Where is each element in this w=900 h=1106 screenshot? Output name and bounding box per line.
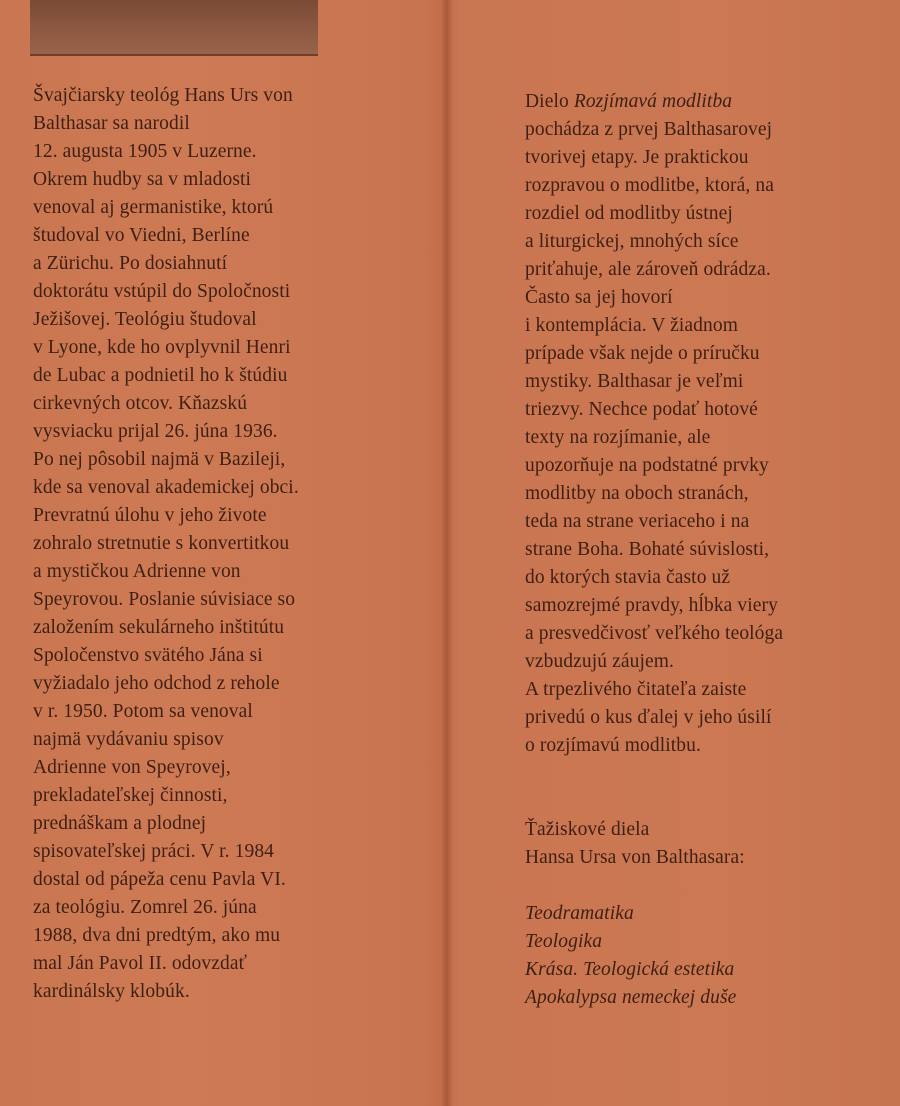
bio-line: Balthasar sa narodil [33,113,190,134]
bio-line: a mystičkou Adrienne von [33,561,241,582]
works-heading: Ťažiskové diela [525,819,650,840]
description-line: do ktorých stavia často už [525,567,731,588]
description-prefix: Dielo [525,91,574,112]
bio-line: spisovateľskej práci. V r. 1984 [33,841,275,862]
bio-line: kde sa venoval akademickej obci. [33,477,299,498]
description-line: a liturgickej, mnohých síce [525,231,739,252]
bio-line: Spoločenstvo svätého Jána si [33,645,263,666]
book-title: Rozjímavá modlitba [573,91,733,112]
description-line: vzbudzujú záujem. [525,651,674,672]
bio-line: a Zürichu. Po dosiahnutí [33,253,228,274]
bio-line: Okrem hudby sa v mladosti [33,169,252,190]
description-line: prípade však nejde o príručku [525,343,760,364]
bio-line: najmä vydávaniu spisov [33,729,224,750]
spacer [525,872,900,900]
description-line: tvorivej etapy. Je praktickou [525,147,749,168]
description-line: i kontemplácia. V žiadnom [525,315,738,336]
work-title: Teodramatika [525,903,634,924]
bio-line: 12. augusta 1905 v Luzerne. [33,141,257,162]
bio-line: Švajčiarsky teológ Hans Urs von [33,85,293,106]
bio-line: Speyrovou. Poslanie súvisiace so [33,589,296,610]
description-line: rozpravou o modlitbe, ktorá, na [525,175,774,196]
bio-line: prednáškam a plodnej [33,813,207,834]
description-line: strane Boha. Bohaté súvislosti, [525,539,770,560]
work-title: Teologika [525,931,603,952]
description-line: rozdiel od modlitby ústnej [525,203,733,224]
description-line: mystiky. Balthasar je veľmi [525,371,744,392]
work-title: Krása. Teologická estetika [525,959,735,980]
description-line: pochádza z prvej Balthasarovej [525,119,773,140]
bio-line: Adrienne von Speyrovej, [33,757,231,778]
bio-line: de Lubac a podnietil ho k štúdiu [33,365,288,386]
author-photo-crop [30,0,318,56]
bio-line: 1988, dva dni predtým, ako mu [33,925,281,946]
description-line: modlitby na oboch stranách, [525,483,749,504]
bio-line: dostal od pápeža cenu Pavla VI. [33,869,286,890]
bio-line: vysviacku prijal 26. júna 1936. [33,421,278,442]
bio-line: mal Ján Pavol II. odovzdať [33,953,248,974]
bio-line: založením sekulárneho inštitútu [33,617,285,638]
bio-line: v Lyone, kde ho ovplyvnil Henri [33,337,291,358]
description-line: privedú o kus ďalej v jeho úsilí [525,707,772,728]
description-line: triezvy. Nechce podať hotové [525,399,758,420]
description-line: o rozjímavú modlitbu. [525,735,701,756]
bio-line: vyžiadalo jeho odchod z rehole [33,673,280,694]
description-line: Často sa jej hovorí [525,287,673,308]
center-fold [441,0,453,1106]
description-line: teda na strane veriaceho i na [525,511,750,532]
bio-line: kardinálsky klobúk. [33,981,190,1002]
description-first-line [525,88,900,116]
description-column [525,88,900,1012]
description-line: samozrejmé pravdy, hĺbka viery [525,595,778,616]
description-line: A trpezlivého čitateľa zaiste [525,679,747,700]
work-title: Apokalypsa nemeckej duše [525,987,737,1008]
description-line: priťahuje, ale zároveň odrádza. [525,259,771,280]
bio-line: Ježišovej. Teológiu študoval [33,309,257,330]
spacer [525,760,900,816]
description-line: texty na rozjímanie, ale [525,427,711,448]
description-line: upozorňuje na podstatné prvky [525,455,769,476]
bio-line: doktorátu vstúpil do Spoločnosti [33,281,291,302]
bio-line: Po nej pôsobil najmä v Bazileji, [33,449,286,470]
description-line: a presvedčivosť veľkého teológa [525,623,784,644]
bio-line: cirkevných otcov. Kňazskú [33,393,248,414]
works-heading: Hansa Ursa von Balthasara: [525,847,745,868]
biography-column [33,82,438,1006]
bio-line: študoval vo Viedni, Berlíne [33,225,250,246]
bio-line: venoval aj germanistike, ktorú [33,197,274,218]
bio-line: prekladateľskej činnosti, [33,785,228,806]
bio-line: v r. 1950. Potom sa venoval [33,701,253,722]
bio-line: za teológiu. Zomrel 26. júna [33,897,257,918]
bio-line: zohralo stretnutie s konvertitkou [33,533,290,554]
bio-line: Prevratnú úlohu v jeho živote [33,505,267,526]
